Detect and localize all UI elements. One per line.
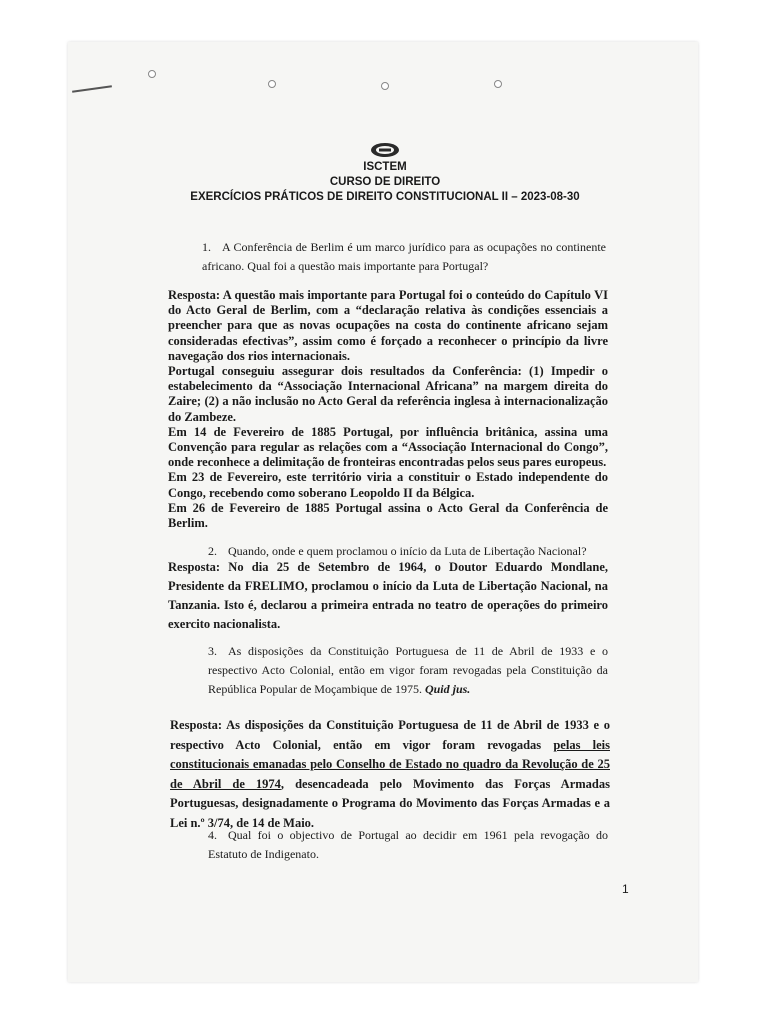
answer-paragraph: Em 23 de Fevereiro, este território viria a constituir o Estado independente do Congo, recebendo como soberano Leopoldo II da Bélgica. [168, 470, 608, 500]
course-name: CURSO DE DIREITO [329, 176, 441, 188]
question-text: Quando, onde e quem proclamou o início da Luta de Libertação Nacional? [228, 544, 587, 558]
punch-hole [381, 82, 389, 90]
answer-3 [170, 716, 610, 833]
question-4 [208, 826, 608, 864]
document-title: EXERCÍCIOS PRÁTICOS DE DIREITO CONSTITUCIONAL II – 2023-08-30 [190, 191, 580, 203]
underlined-text: pelas leis constitucionais emanadas pelo Conselho de Estado no quadro da Revolução de 25 de Abril de 1974 [170, 737, 610, 791]
question-emphasis: Quid jus. [424, 682, 471, 696]
page-number: 1 [622, 882, 629, 896]
question-text: Qual foi o objectivo de Portugal ao decidir em 1961 pela revogação do Estatuto de Indigenato. [208, 828, 608, 861]
answer-text: Resposta: As disposições da Constituição Portuguesa de 11 de Abril de 1933 e o respectivo Acto Colonial, então em vigor foram revogadas [170, 718, 610, 752]
question-number: 2. [208, 544, 217, 558]
answer-1 [168, 288, 608, 531]
question-number: 1. [202, 240, 211, 254]
punch-hole [494, 80, 502, 88]
punch-hole [148, 70, 156, 78]
punch-hole [268, 80, 276, 88]
institution-logo [370, 142, 400, 158]
question-number: 4. [208, 828, 217, 842]
answer-paragraph: Resposta: A questão mais importante para Portugal foi o conteúdo do Capítulo VI do Acto Geral de Berlim, com a “declaração relativa às condições essenciais a preencher para que as novas ocupações na costa do continente africano sejam consideradas efectivas”, assim como é forçado a reconhecer o princípio da livre navegação dos rios internacionais. [168, 288, 608, 363]
answer-paragraph: Em 26 de Fevereiro de 1885 Portugal assina o Acto Geral da Conferência de Berlim. [168, 500, 608, 531]
answer-paragraph: Em 14 de Fevereiro de 1885 Portugal, por influência britânica, assina uma Convenção para regular as relações com a “Associação Internacional do Congo”, onde reconhece a delimitação de fronteiras encontradas pelos seus pares europeus. [168, 424, 608, 470]
answer-paragraph: Resposta: No dia 25 de Setembro de 1964, o Doutor Eduardo Mondlane, Presidente da FRELIMO, proclamou o início da Luta de Libertação Nacional, na Tanzania. Isto é, declarou a primeira entrada no teatro de operações do primeiro exercito nacionalista. [168, 560, 608, 631]
institution-name: ISCTEM [363, 161, 407, 173]
question-number: 3. [208, 644, 217, 658]
question-1 [202, 238, 606, 276]
question-text: As disposições da Constituição Portuguesa de 11 de Abril de 1933 e o respectivo Acto Colonial, então em vigor foram revogadas pela Constituição da República Popular de Moçambique de 1975. [208, 644, 608, 696]
question-3 [208, 642, 608, 699]
question-text: A Conferência de Berlim é um marco jurídico para as ocupações no continente africano. Qual foi a questão mais importante para Portugal? [202, 240, 606, 273]
document-header [170, 160, 600, 205]
answer-2 [168, 558, 608, 634]
answer-paragraph: Portugal conseguiu assegurar dois resultados da Conferência: (1) Impedir o estabelecimento da “Associação Internacional Africana” na margem direita do Zaire; (2) a não inclusão no Acto Geral da referência inglesa à internacionalização do Zambeze. [168, 364, 608, 424]
answer-text: , desencadeada pelo Movimento das Forças Armadas Portuguesas, designadamente o Programa do Movimento das Forças Armadas e a Lei n.º 3/74, de 14 de Maio. [170, 776, 610, 830]
